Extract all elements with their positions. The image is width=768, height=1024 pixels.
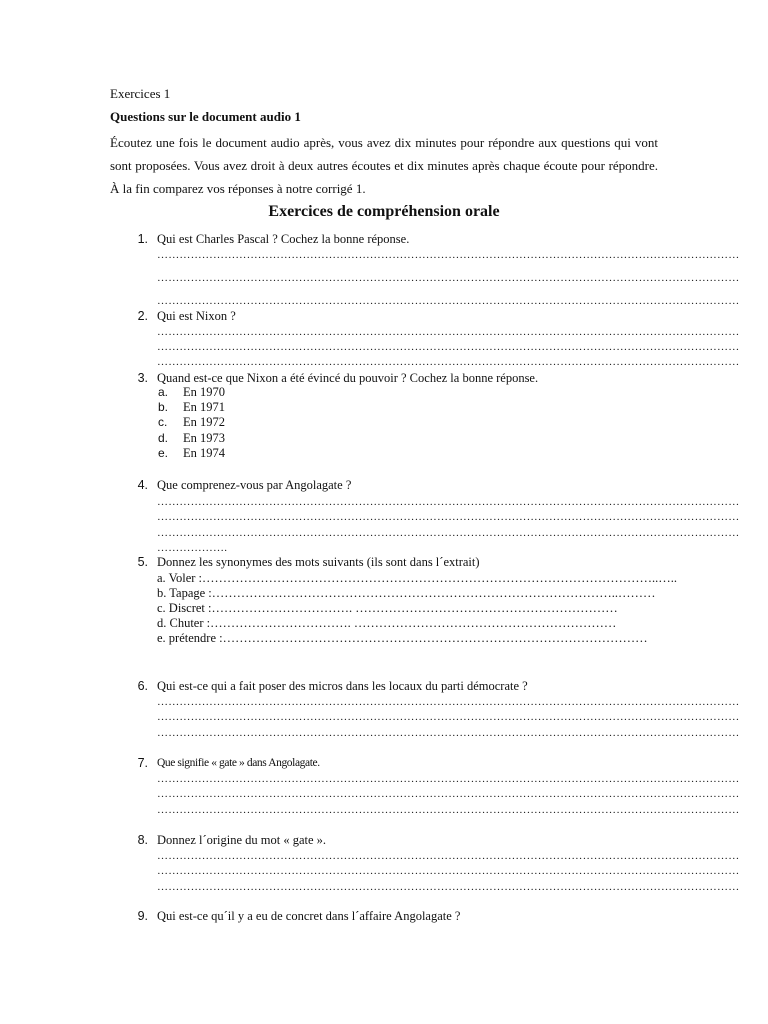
question-number: 5. (137, 555, 148, 569)
answer-line[interactable]: ………………………………………………………………………………………………………………………………………… (157, 356, 740, 368)
answer-line[interactable]: ………………………………………………………………………………………………………………………………………… (157, 711, 740, 723)
option-b[interactable] (0, 400, 768, 415)
answer-line[interactable]: ………………………………………………………………………………………………………………………………………… (157, 788, 740, 800)
answer-line[interactable]: ………………………………………………………………………………………………………………………………………… (157, 295, 740, 307)
answer-line[interactable]: ………………………………………………………………………………………………………………………………………… (157, 696, 740, 708)
answer-line[interactable]: ………………………………………………………………………………………………………………………………………… (157, 527, 740, 539)
question-6 (0, 678, 768, 694)
answer-line[interactable]: ………………………………………………………………………………………………………………………………………… (157, 850, 740, 862)
question-text: Donnez les synonymes des mots suivants (ils sont dans l´extrait) (157, 555, 480, 569)
question-9 (0, 908, 768, 924)
question-number: 6. (137, 679, 148, 693)
option-e[interactable] (0, 446, 768, 461)
question-text: Donnez l´origine du mot « gate ». (157, 833, 327, 847)
option-letter: d. (158, 431, 169, 445)
intro-line: écoute pour répondre. À la fin comparez vos réponses à notre corrigé 1. (110, 158, 659, 196)
answer-line[interactable]: ………………………………………………………………………………………………………………………………………… (157, 341, 740, 353)
question-text: Que signifie « gate » dans Angolagate. (157, 757, 320, 769)
question-5 (0, 554, 768, 570)
synonym-item[interactable]: a. Voler :………………………………………………………………………………………………..….. (157, 571, 678, 585)
option-letter: b. (158, 400, 169, 414)
answer-line[interactable]: ………………………………………………………………………………………………………………………………………… (157, 881, 740, 893)
answer-line[interactable]: ………………. (157, 542, 228, 554)
intro-paragraph (110, 131, 658, 200)
answer-line[interactable]: ………………………………………………………………………………………………………………………………………… (157, 511, 740, 523)
question-number: 7. (137, 756, 148, 770)
answer-line[interactable]: ………………………………………………………………………………………………………………………………………… (157, 496, 740, 508)
synonym-item[interactable]: b. Tapage :……………………………………………………………………………………..……… (157, 586, 656, 600)
answer-line[interactable]: ………………………………………………………………………………………………………………………………………… (157, 326, 740, 338)
question-8 (0, 832, 768, 848)
option-text: En 1973 (183, 431, 226, 445)
answer-line[interactable]: ………………………………………………………………………………………………………………………………………… (157, 272, 740, 284)
question-number: 4. (137, 478, 148, 492)
answer-line[interactable]: ………………………………………………………………………………………………………………………………………… (157, 727, 740, 739)
question-text: Qui est-ce qu´il y a eu de concret dans l´affaire Angolagate ? (157, 909, 461, 923)
question-7 (0, 755, 768, 771)
question-text: Qui est Nixon ? (157, 309, 236, 323)
option-d[interactable] (0, 431, 768, 446)
question-text: Qui est-ce qui a fait poser des micros dans les locaux du parti démocrate ? (157, 679, 528, 693)
question-1 (0, 231, 768, 247)
question-2 (0, 308, 768, 324)
answer-line[interactable]: ………………………………………………………………………………………………………………………………………… (157, 773, 740, 785)
answer-line[interactable]: ………………………………………………………………………………………………………………………………………… (157, 804, 740, 816)
option-a[interactable] (0, 385, 768, 400)
option-c[interactable] (0, 415, 768, 430)
question-text: Qui est Charles Pascal ? Cochez la bonne réponse. (157, 232, 410, 246)
question-3 (0, 370, 768, 386)
page-title: Exercices de compréhension orale (268, 203, 500, 220)
answer-line[interactable]: ………………………………………………………………………………………………………………………………………… (157, 865, 740, 877)
option-text: En 1971 (183, 400, 226, 414)
question-number: 3. (137, 371, 148, 385)
exercise-label: Exercices 1 (110, 86, 171, 101)
option-text: En 1974 (183, 446, 226, 460)
option-text: En 1970 (183, 385, 226, 399)
synonym-item[interactable]: c. Discret :……………………………. ……………………………………………………… (157, 601, 618, 615)
question-number: 2. (137, 309, 148, 323)
intro-line: qui vont sont proposées. Vous avez droit à deux autres écoutes et dix minutes après chaque (110, 135, 658, 173)
option-letter: e. (158, 446, 169, 460)
option-text: En 1972 (183, 415, 226, 429)
document-heading: Questions sur le document audio 1 (110, 109, 301, 124)
synonym-item[interactable]: e. prétendre :………………………………………………………………………………………… (157, 631, 648, 645)
option-letter: a. (158, 385, 169, 399)
option-letter: c. (158, 415, 168, 429)
question-number: 9. (137, 909, 148, 923)
answer-line[interactable]: ………………………………………………………………………………………………………………………………………… (157, 249, 740, 261)
intro-line: Écoutez une fois le document audio après, vous avez dix minutes pour répondre aux questions (110, 135, 611, 150)
question-text: Que comprenez-vous par Angolagate ? (157, 478, 352, 492)
question-4 (0, 477, 768, 493)
question-number: 1. (137, 232, 148, 246)
synonym-item[interactable]: d. Chuter :……………………………. ……………………………………………………… (157, 616, 617, 630)
question-number: 8. (137, 833, 148, 847)
question-text: Quand est-ce que Nixon a été évincé du pouvoir ? Cochez la bonne réponse. (157, 371, 539, 385)
